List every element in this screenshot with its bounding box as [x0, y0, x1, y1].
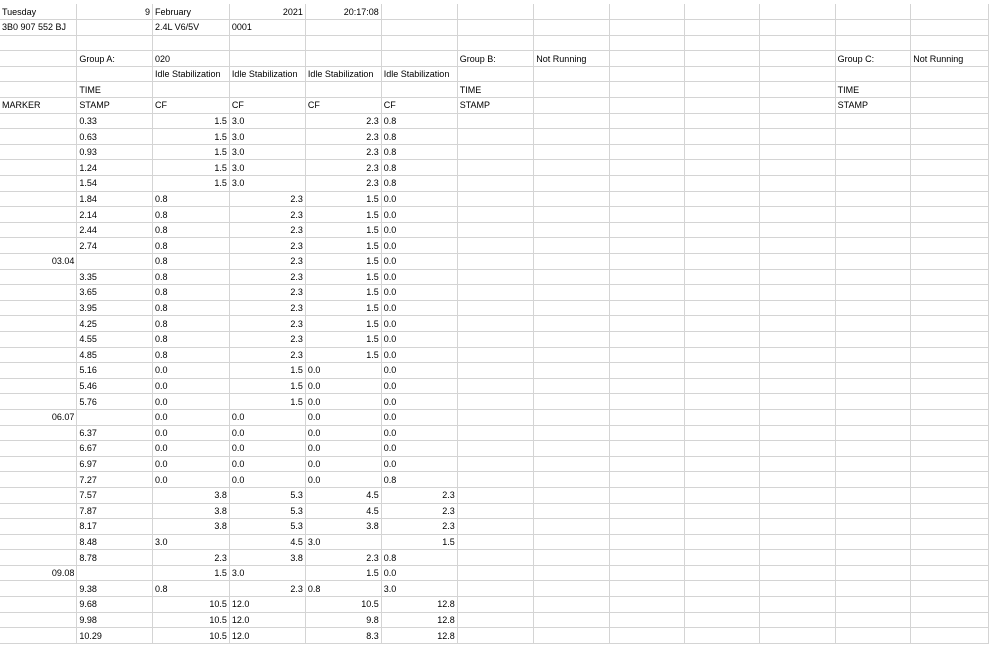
table-row [0, 331, 989, 347]
value-cell[interactable]: 4.5 [305, 503, 381, 519]
value-cell[interactable]: 0.8 [152, 207, 229, 223]
weekday-cell[interactable]: Tuesday [0, 4, 77, 20]
marker-cell[interactable] [0, 503, 77, 519]
value-cell[interactable]: 0.0 [305, 456, 381, 472]
value-cell[interactable]: 2.3 [305, 550, 381, 566]
table-row [0, 425, 989, 441]
marker-header[interactable]: MARKER [0, 98, 77, 114]
value-cell[interactable]: 0.0 [381, 456, 457, 472]
value-cell[interactable]: 0.0 [305, 425, 381, 441]
value-cell[interactable]: 0.0 [381, 207, 457, 223]
value-cell[interactable]: 10.5 [305, 597, 381, 613]
group-row [0, 51, 989, 67]
value-cell[interactable]: 1.5 [305, 269, 381, 285]
value-cell[interactable]: 12.0 [229, 612, 305, 628]
value-cell[interactable]: 3.0 [381, 581, 457, 597]
value-cell[interactable]: 0.8 [152, 581, 229, 597]
value-cell[interactable]: 2.3 [229, 331, 305, 347]
value-cell[interactable]: 0.0 [305, 409, 381, 425]
value-cell[interactable]: 3.8 [152, 503, 229, 519]
measure-name-cell[interactable]: Idle Stabilization [305, 66, 381, 82]
table-row [0, 550, 989, 566]
value-cell[interactable]: 0.0 [229, 472, 305, 488]
unit-cell[interactable]: CF [305, 98, 381, 114]
time-stamp-cell[interactable]: 3.95 [77, 300, 153, 316]
value-cell[interactable]: 3.0 [229, 160, 305, 176]
marker-cell[interactable] [0, 300, 77, 316]
value-cell[interactable]: 0.8 [152, 238, 229, 254]
value-cell[interactable]: 0.0 [152, 363, 229, 379]
value-cell[interactable]: 0.0 [152, 409, 229, 425]
value-cell[interactable]: 5.3 [229, 503, 305, 519]
value-cell[interactable]: 1.5 [229, 363, 305, 379]
value-cell[interactable]: 1.5 [152, 113, 229, 129]
value-cell[interactable]: 1.5 [152, 144, 229, 160]
value-cell[interactable]: 3.8 [152, 519, 229, 535]
value-cell[interactable]: 0.0 [305, 472, 381, 488]
table-row [0, 534, 989, 550]
value-cell[interactable]: 3.0 [229, 113, 305, 129]
marker-cell[interactable]: 03.04 [0, 254, 77, 270]
time-stamp-cell[interactable]: 5.76 [77, 394, 153, 410]
value-cell[interactable]: 1.5 [152, 176, 229, 192]
value-cell[interactable]: 0.8 [152, 222, 229, 238]
value-cell[interactable]: 1.5 [229, 378, 305, 394]
value-cell[interactable]: 2.3 [229, 581, 305, 597]
marker-cell[interactable] [0, 331, 77, 347]
time-stamp-cell[interactable]: 4.85 [77, 347, 153, 363]
unit-cell[interactable]: CF [229, 98, 305, 114]
time-stamp-cell[interactable]: 7.27 [77, 472, 153, 488]
group-c-label[interactable]: Group C: [835, 51, 911, 67]
value-cell[interactable]: 5.3 [229, 519, 305, 535]
value-cell[interactable]: 0.0 [381, 222, 457, 238]
time-header-a[interactable]: TIME [77, 82, 153, 98]
table-row [0, 441, 989, 457]
time-header-b[interactable]: TIME [457, 82, 534, 98]
value-cell[interactable]: 0.0 [381, 300, 457, 316]
value-cell[interactable]: 0.0 [152, 441, 229, 457]
stamp-header-b[interactable]: STAMP [457, 98, 534, 114]
value-cell[interactable]: 2.3 [381, 519, 457, 535]
time-stamp-cell[interactable] [77, 254, 153, 270]
marker-cell[interactable] [0, 472, 77, 488]
marker-cell[interactable] [0, 160, 77, 176]
time-stamp-cell[interactable]: 4.55 [77, 331, 153, 347]
value-cell[interactable]: 1.5 [305, 222, 381, 238]
time-stamp-cell[interactable]: 1.24 [77, 160, 153, 176]
marker-cell[interactable] [0, 612, 77, 628]
value-cell[interactable]: 3.0 [305, 534, 381, 550]
table-row [0, 144, 989, 160]
part-number-cell[interactable]: 3B0 907 552 BJ [0, 20, 77, 36]
value-cell[interactable]: 9.8 [305, 612, 381, 628]
time-stamp-cell[interactable]: 6.97 [77, 456, 153, 472]
value-cell[interactable]: 1.5 [229, 394, 305, 410]
group-a-value[interactable]: 020 [152, 51, 229, 67]
value-cell[interactable]: 0.0 [381, 441, 457, 457]
value-cell[interactable]: 3.0 [152, 534, 229, 550]
time-cell[interactable]: 20:17:08 [305, 4, 381, 20]
marker-cell[interactable]: 06.07 [0, 409, 77, 425]
value-cell[interactable]: 12.8 [381, 612, 457, 628]
value-cell[interactable]: 12.8 [381, 597, 457, 613]
value-cell[interactable]: 0.8 [381, 472, 457, 488]
marker-cell[interactable]: 09.08 [0, 565, 77, 581]
marker-cell[interactable] [0, 581, 77, 597]
time-stamp-cell[interactable]: 0.33 [77, 113, 153, 129]
value-cell[interactable]: 2.3 [152, 550, 229, 566]
time-stamp-cell[interactable]: 8.78 [77, 550, 153, 566]
measure-name-cell[interactable]: Idle Stabilization [229, 66, 305, 82]
engine-cell[interactable]: 2.4L V6/5V [152, 20, 229, 36]
marker-cell[interactable] [0, 238, 77, 254]
table-row [0, 285, 989, 301]
table-row [0, 191, 989, 207]
value-cell[interactable]: 0.8 [381, 550, 457, 566]
value-cell[interactable]: 0.0 [381, 331, 457, 347]
value-cell[interactable]: 1.5 [305, 347, 381, 363]
time-stamp-cell[interactable]: 3.35 [77, 269, 153, 285]
marker-cell[interactable] [0, 628, 77, 644]
time-stamp-cell[interactable]: 2.74 [77, 238, 153, 254]
marker-cell[interactable] [0, 597, 77, 613]
year-cell[interactable]: 2021 [229, 4, 305, 20]
value-cell[interactable]: 12.8 [381, 628, 457, 644]
value-cell[interactable]: 2.3 [229, 191, 305, 207]
marker-cell[interactable] [0, 534, 77, 550]
table-row [0, 363, 989, 379]
value-cell[interactable]: 2.3 [229, 222, 305, 238]
marker-cell[interactable] [0, 144, 77, 160]
marker-cell[interactable] [0, 487, 77, 503]
time-stamp-cell[interactable]: 5.16 [77, 363, 153, 379]
header-row-date [0, 4, 989, 20]
time-stamp-cell[interactable]: 8.48 [77, 534, 153, 550]
marker-cell[interactable] [0, 191, 77, 207]
table-row [0, 456, 989, 472]
value-cell[interactable]: 10.5 [152, 597, 229, 613]
marker-cell[interactable] [0, 113, 77, 129]
table-row [0, 565, 989, 581]
table-row [0, 176, 989, 192]
value-cell[interactable]: 0.0 [229, 425, 305, 441]
value-cell[interactable]: 12.0 [229, 597, 305, 613]
value-cell[interactable]: 0.8 [152, 191, 229, 207]
value-cell[interactable]: 3.0 [229, 144, 305, 160]
time-stamp-cell[interactable]: 0.63 [77, 129, 153, 145]
value-cell[interactable]: 0.0 [305, 363, 381, 379]
stamp-header-row [0, 98, 989, 114]
value-cell[interactable]: 2.3 [229, 207, 305, 223]
value-cell[interactable]: 2.3 [229, 316, 305, 332]
time-stamp-cell[interactable]: 3.65 [77, 285, 153, 301]
value-cell[interactable]: 3.0 [229, 176, 305, 192]
value-cell[interactable]: 2.3 [305, 113, 381, 129]
table-row [0, 113, 989, 129]
value-cell[interactable]: 0.8 [152, 300, 229, 316]
marker-cell[interactable] [0, 207, 77, 223]
marker-cell[interactable] [0, 129, 77, 145]
table-row [0, 503, 989, 519]
unit-cell[interactable]: CF [152, 98, 229, 114]
time-stamp-cell[interactable]: 0.93 [77, 144, 153, 160]
value-cell[interactable]: 3.8 [229, 550, 305, 566]
value-cell[interactable]: 0.8 [381, 113, 457, 129]
time-stamp-cell[interactable]: 2.44 [77, 222, 153, 238]
value-cell[interactable]: 8.3 [305, 628, 381, 644]
value-cell[interactable]: 2.3 [229, 238, 305, 254]
value-cell[interactable]: 0.0 [381, 565, 457, 581]
time-stamp-cell[interactable]: 8.17 [77, 519, 153, 535]
group-b-value[interactable]: Not Running [534, 51, 610, 67]
value-cell[interactable]: 0.0 [381, 285, 457, 301]
time-stamp-cell[interactable]: 9.38 [77, 581, 153, 597]
time-stamp-cell[interactable]: 6.67 [77, 441, 153, 457]
value-cell[interactable]: 5.3 [229, 487, 305, 503]
value-cell[interactable]: 2.3 [305, 176, 381, 192]
marker-cell[interactable] [0, 176, 77, 192]
coding-cell[interactable]: 0001 [229, 20, 305, 36]
value-cell[interactable]: 0.0 [381, 238, 457, 254]
value-cell[interactable]: 2.3 [229, 269, 305, 285]
time-stamp-cell[interactable]: 7.87 [77, 503, 153, 519]
value-cell[interactable]: 3.8 [305, 519, 381, 535]
value-cell[interactable]: 0.0 [381, 378, 457, 394]
time-header-c[interactable]: TIME [835, 82, 911, 98]
value-cell[interactable]: 0.0 [381, 347, 457, 363]
group-a-label[interactable]: Group A: [77, 51, 153, 67]
value-cell[interactable]: 3.0 [229, 129, 305, 145]
marker-cell[interactable] [0, 285, 77, 301]
value-cell[interactable]: 0.8 [381, 129, 457, 145]
measure-name-row [0, 66, 989, 82]
value-cell[interactable]: 1.5 [305, 300, 381, 316]
value-cell[interactable]: 0.0 [381, 425, 457, 441]
value-cell[interactable]: 2.3 [305, 129, 381, 145]
time-stamp-cell[interactable]: 10.29 [77, 628, 153, 644]
value-cell[interactable]: 10.5 [152, 628, 229, 644]
day-cell[interactable]: 9 [77, 4, 153, 20]
table-row [0, 316, 989, 332]
value-cell[interactable]: 1.5 [305, 285, 381, 301]
value-cell[interactable]: 1.5 [305, 331, 381, 347]
value-cell[interactable]: 0.8 [305, 581, 381, 597]
blank-row [0, 35, 989, 51]
table-row [0, 347, 989, 363]
table-row [0, 581, 989, 597]
time-stamp-cell[interactable] [77, 409, 153, 425]
value-cell[interactable]: 0.8 [152, 331, 229, 347]
value-cell[interactable]: 0.8 [152, 316, 229, 332]
value-cell[interactable]: 12.0 [229, 628, 305, 644]
value-cell[interactable]: 0.0 [152, 456, 229, 472]
value-cell[interactable]: 1.5 [305, 254, 381, 270]
value-cell[interactable]: 1.5 [305, 565, 381, 581]
table-row [0, 394, 989, 410]
time-stamp-cell[interactable]: 7.57 [77, 487, 153, 503]
table-row [0, 519, 989, 535]
value-cell[interactable]: 0.8 [381, 176, 457, 192]
marker-cell[interactable] [0, 425, 77, 441]
time-header-row [0, 82, 989, 98]
header-row-ident [0, 20, 989, 36]
time-stamp-cell[interactable]: 6.37 [77, 425, 153, 441]
value-cell[interactable]: 2.3 [229, 347, 305, 363]
value-cell[interactable]: 0.0 [381, 269, 457, 285]
value-cell[interactable]: 2.3 [229, 300, 305, 316]
value-cell[interactable]: 2.3 [229, 285, 305, 301]
value-cell[interactable]: 3.0 [229, 565, 305, 581]
time-stamp-cell[interactable]: 9.68 [77, 597, 153, 613]
value-cell[interactable]: 1.5 [305, 207, 381, 223]
marker-cell[interactable] [0, 441, 77, 457]
group-c-value[interactable]: Not Running [911, 51, 989, 67]
stamp-header-c[interactable]: STAMP [835, 98, 911, 114]
value-cell[interactable]: 0.8 [152, 347, 229, 363]
measure-name-cell[interactable]: Idle Stabilization [152, 66, 229, 82]
value-cell[interactable]: 0.0 [229, 441, 305, 457]
value-cell[interactable]: 1.5 [305, 316, 381, 332]
value-cell[interactable]: 3.8 [152, 487, 229, 503]
time-stamp-cell[interactable]: 2.14 [77, 207, 153, 223]
time-stamp-cell[interactable]: 9.98 [77, 612, 153, 628]
value-cell[interactable]: 0.0 [152, 425, 229, 441]
marker-cell[interactable] [0, 347, 77, 363]
marker-cell[interactable] [0, 316, 77, 332]
marker-cell[interactable] [0, 456, 77, 472]
table-row [0, 129, 989, 145]
marker-cell[interactable] [0, 550, 77, 566]
spreadsheet-grid [0, 4, 989, 644]
value-cell[interactable]: 1.5 [381, 534, 457, 550]
value-cell[interactable]: 1.5 [305, 238, 381, 254]
marker-cell[interactable] [0, 222, 77, 238]
value-cell[interactable]: 0.0 [381, 409, 457, 425]
value-cell[interactable]: 0.8 [152, 285, 229, 301]
month-cell[interactable]: February [152, 4, 229, 20]
value-cell[interactable]: 0.8 [152, 269, 229, 285]
value-cell[interactable]: 0.0 [305, 378, 381, 394]
value-cell[interactable]: 0.8 [381, 144, 457, 160]
value-cell[interactable]: 0.0 [305, 394, 381, 410]
value-cell[interactable]: 0.8 [152, 254, 229, 270]
marker-cell[interactable] [0, 378, 77, 394]
time-stamp-cell[interactable]: 5.46 [77, 378, 153, 394]
value-cell[interactable]: 0.0 [381, 191, 457, 207]
unit-cell[interactable]: CF [381, 98, 457, 114]
table-row [0, 409, 989, 425]
time-stamp-cell[interactable]: 1.84 [77, 191, 153, 207]
value-cell[interactable]: 2.3 [381, 487, 457, 503]
value-cell[interactable]: 0.0 [152, 394, 229, 410]
time-stamp-cell[interactable] [77, 565, 153, 581]
table-row [0, 612, 989, 628]
value-cell[interactable]: 1.5 [152, 129, 229, 145]
value-cell[interactable]: 4.5 [229, 534, 305, 550]
table-row [0, 160, 989, 176]
value-cell[interactable]: 2.3 [305, 160, 381, 176]
table-row [0, 269, 989, 285]
time-stamp-cell[interactable]: 1.54 [77, 176, 153, 192]
table-row [0, 300, 989, 316]
table-row [0, 222, 989, 238]
marker-cell[interactable] [0, 394, 77, 410]
marker-cell[interactable] [0, 519, 77, 535]
value-cell[interactable]: 1.5 [152, 160, 229, 176]
time-stamp-cell[interactable]: 4.25 [77, 316, 153, 332]
value-cell[interactable]: 0.0 [152, 378, 229, 394]
value-cell[interactable]: 2.3 [305, 144, 381, 160]
value-cell[interactable]: 10.5 [152, 612, 229, 628]
value-cell[interactable]: 0.0 [381, 394, 457, 410]
value-cell[interactable]: 4.5 [305, 487, 381, 503]
marker-cell[interactable] [0, 269, 77, 285]
table-row [0, 487, 989, 503]
value-cell[interactable]: 1.5 [305, 191, 381, 207]
value-cell[interactable]: 0.0 [229, 456, 305, 472]
table-row [0, 207, 989, 223]
value-cell[interactable]: 2.3 [381, 503, 457, 519]
stamp-header-a[interactable]: STAMP [77, 98, 153, 114]
marker-cell[interactable] [0, 363, 77, 379]
table-row [0, 597, 989, 613]
table-row [0, 254, 989, 270]
value-cell[interactable]: 1.5 [152, 565, 229, 581]
table-row [0, 472, 989, 488]
measure-name-cell[interactable]: Idle Stabilization [381, 66, 457, 82]
value-cell[interactable]: 0.0 [381, 254, 457, 270]
table-row [0, 378, 989, 394]
group-b-label[interactable]: Group B: [457, 51, 534, 67]
table-row [0, 628, 989, 644]
value-cell[interactable]: 0.8 [381, 160, 457, 176]
value-cell[interactable]: 2.3 [229, 254, 305, 270]
value-cell[interactable]: 0.0 [381, 363, 457, 379]
value-cell[interactable]: 0.0 [152, 472, 229, 488]
value-cell[interactable]: 0.0 [381, 316, 457, 332]
table-row [0, 238, 989, 254]
value-cell[interactable]: 0.0 [229, 409, 305, 425]
value-cell[interactable]: 0.0 [305, 441, 381, 457]
